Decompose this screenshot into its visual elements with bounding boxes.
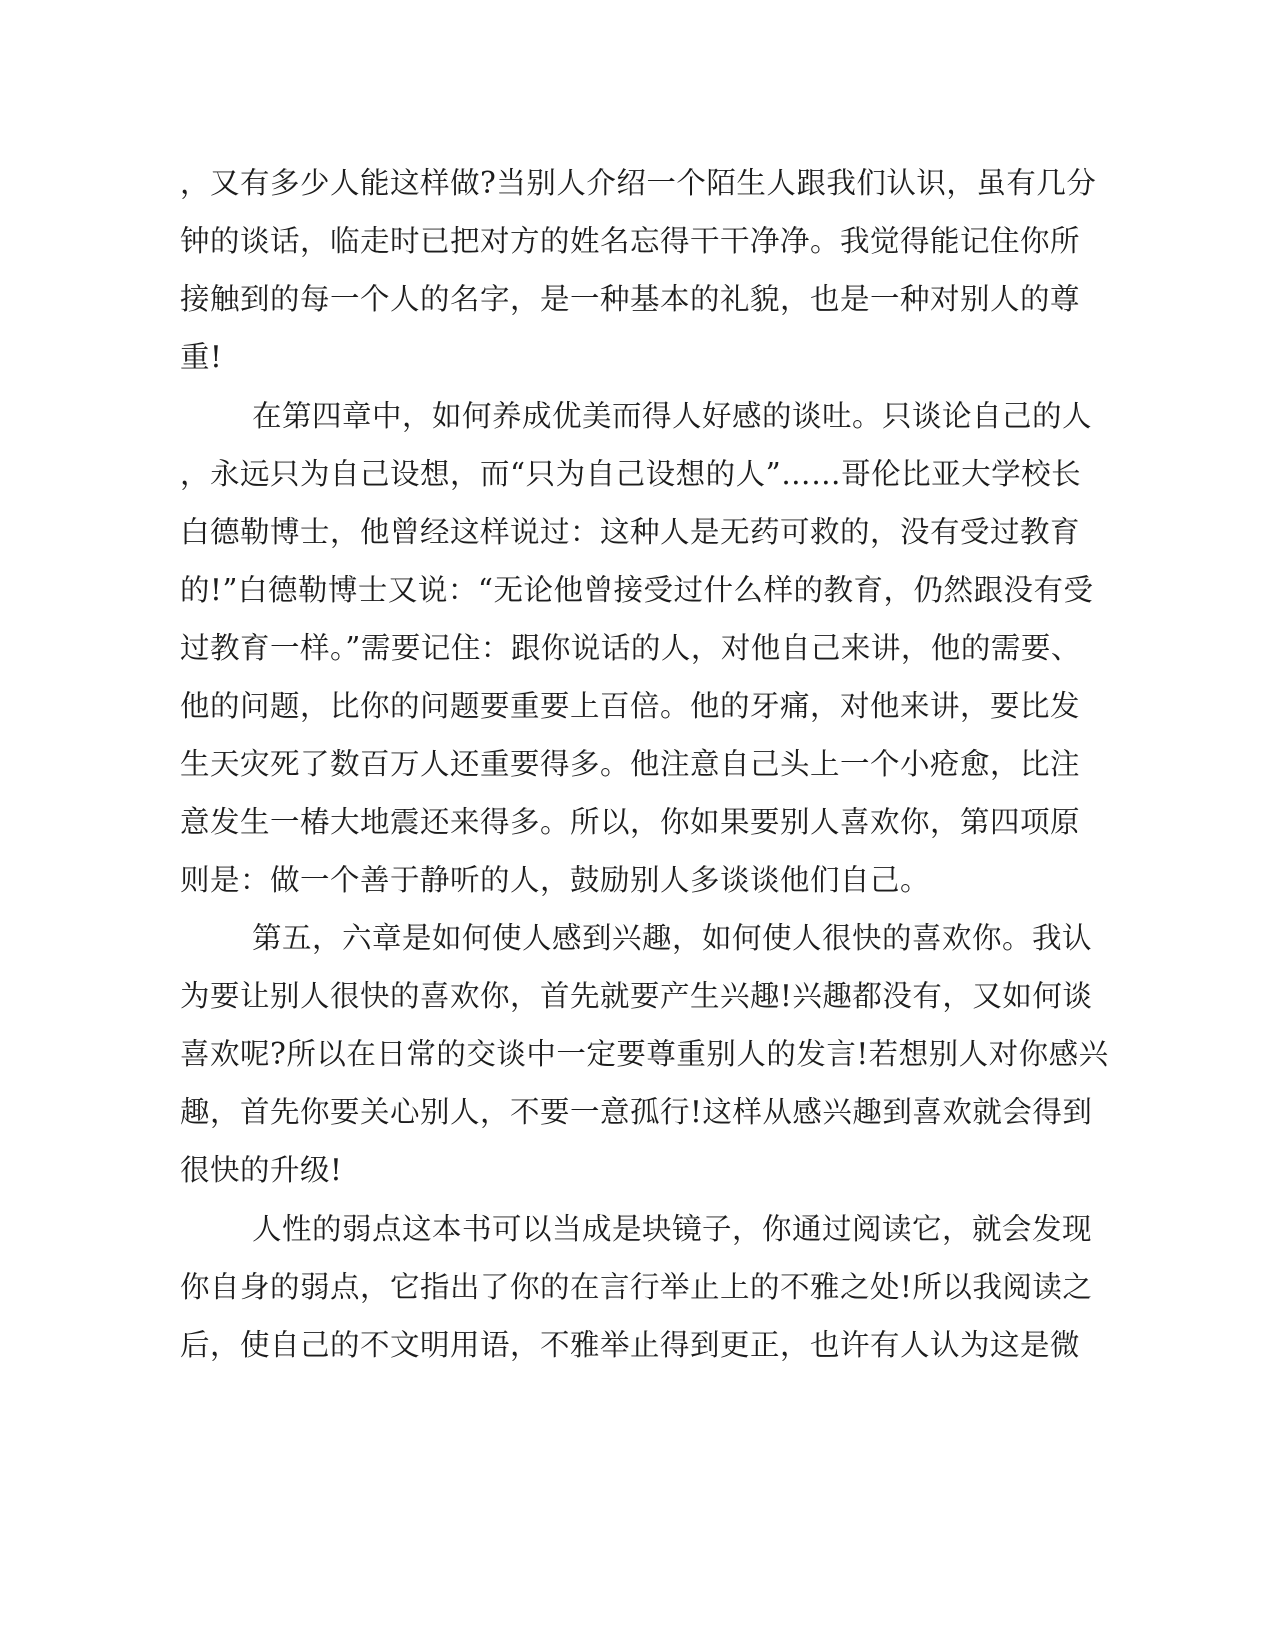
text-line: 白德勒博士，他曾经这样说过：这种人是无药可救的，没有受过教育: [180, 515, 1081, 549]
text-line: 过教育一样。”需要记住：跟你说话的人，对他自己来讲，他的需要、: [180, 631, 1081, 665]
text-line: ，永远只为自己设想，而“只为自己设想的人”……哥伦比亚大学校长: [180, 457, 1082, 491]
paragraph-first-line: 在第四章中，如何养成优美而得人好感的谈吐。只谈论自己的人: [252, 399, 1093, 433]
text-line: 很快的升级!: [180, 1153, 343, 1187]
text-line: 生天灾死了数百万人还重要得多。他注意自己头上一个小疮愈，比注: [180, 747, 1081, 781]
text-line: 趣，首先你要关心别人，不要一意孤行!这样从感兴趣到喜欢就会得到: [180, 1095, 1093, 1129]
text-line: 的!”白德勒博士又说：“无论他曾接受过什么样的教育，仍然跟没有受: [180, 573, 1094, 607]
text-line: 他的问题，比你的问题要重要上百倍。他的牙痛，对他来讲，要比发: [180, 689, 1081, 723]
text-line: 后，使自己的不文明用语，不雅举止得到更正，也许有人认为这是微: [180, 1328, 1081, 1362]
text-line: 为要让别人很快的喜欢你，首先就要产生兴趣!兴趣都没有，又如何谈: [180, 979, 1093, 1013]
text-line: 重!: [180, 340, 223, 374]
text-line: 意发生一椿大地震还来得多。所以，你如果要别人喜欢你，第四项原: [180, 805, 1081, 839]
text-line: 则是：做一个善于静听的人，鼓励别人多谈谈他们自己。: [180, 863, 931, 897]
text-line: 喜欢呢?所以在日常的交谈中一定要尊重别人的发言!若想别人对你感兴: [180, 1037, 1109, 1071]
paragraph-first-line: 人性的弱点这本书可以当成是块镜子，你通过阅读它，就会发现: [252, 1212, 1093, 1246]
text-line: 接触到的每一个人的名字，是一种基本的礼貌，也是一种对别人的尊: [180, 282, 1081, 316]
text-line: ，又有多少人能这样做?当别人介绍一个陌生人跟我们认识，虽有几分: [180, 166, 1097, 200]
text-line: 你自身的弱点，它指出了你的在言行举止上的不雅之处!所以我阅读之: [180, 1270, 1093, 1304]
text-line: 钟的谈话，临走时已把对方的姓名忘得干干净净。我觉得能记住你所: [180, 224, 1081, 258]
paragraph-first-line: 第五，六章是如何使人感到兴趣，如何使人很快的喜欢你。我认: [252, 921, 1093, 955]
